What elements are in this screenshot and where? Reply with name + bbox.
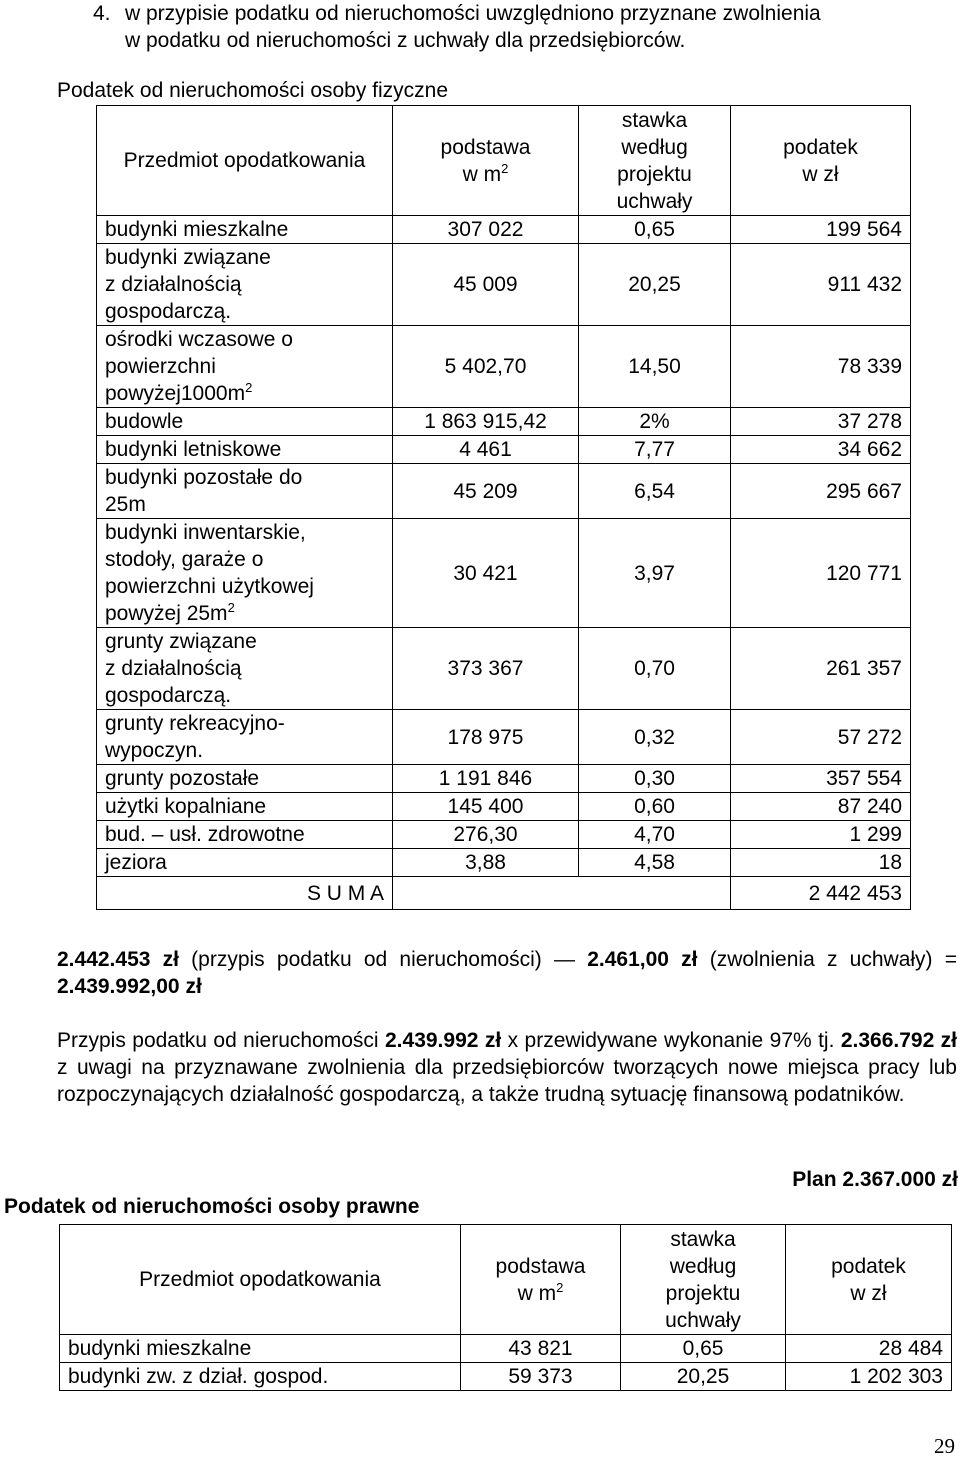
table-row	[97, 464, 911, 519]
table-cell: budynki letniskowe	[97, 436, 393, 464]
table-cell: jeziora	[97, 849, 393, 877]
table-cell: 0,60	[579, 793, 731, 821]
table-cell: 78 339	[731, 326, 911, 408]
table-cell: 0,70	[579, 628, 731, 710]
list-text-line: w podatku od nieruchomości z uchwały dla przedsiębiorców.	[125, 29, 686, 52]
table-cell: 4 461	[393, 436, 579, 464]
table-cell: użytki kopalniane	[97, 793, 393, 821]
table-cell: 4,70	[579, 821, 731, 849]
table-row	[97, 244, 911, 326]
sum-empty	[393, 877, 731, 910]
table-row	[97, 710, 911, 765]
table-cell: 6,54	[579, 464, 731, 519]
table-cell: 7,77	[579, 436, 731, 464]
page-number: 29	[934, 1434, 955, 1458]
paragraph-forecast: Przypis podatku od nieruchomości 2.439.992 zł x przewidywane wykonanie 97% tj. 2.366.792 zł z uwagi na przyznawane zwolnienia dla przedsiębiorców tworzących nowe miejsca pracy lub rozpoczynających działalność gospodarczą, a także trudną sytuację finansową podatników.	[57, 1029, 958, 1106]
table-cell: 45 209	[393, 464, 579, 519]
table-cell: 307 022	[393, 216, 579, 244]
header-base: podstawa w $m^2$	[393, 106, 579, 216]
table-cell: 1 202 303	[786, 1363, 952, 1391]
table-cell: 43 821	[461, 1335, 621, 1363]
sum-label: S U M A	[97, 877, 393, 910]
table-cell: 18	[731, 849, 911, 877]
table-cell: 911 432	[731, 244, 911, 326]
table-cell: 37 278	[731, 408, 911, 436]
table-header-row	[97, 106, 911, 216]
table-cell: 1 299	[731, 821, 911, 849]
table-cell: 145 400	[393, 793, 579, 821]
tax-table-legal-persons	[59, 1224, 952, 1391]
table-row	[97, 628, 911, 710]
table-cell: 87 240	[731, 793, 911, 821]
paragraph-calculation: 2.442.453 zł (przypis podatku od nieruchomości) — 2.461,00 zł (zwolnienia z uchwały) = 2.439.992,00 zł	[57, 948, 958, 998]
section-title-natural-persons: Podatek od nieruchomości osoby fizyczne	[57, 79, 449, 102]
table-sum-row	[97, 877, 911, 910]
table-cell: budowle	[97, 408, 393, 436]
table-cell: budynki mieszkalne	[60, 1335, 461, 1363]
section-title-legal-persons: Podatek od nieruchomości osoby prawne	[4, 1195, 420, 1218]
table-cell: 2%	[579, 408, 731, 436]
table-cell: budynki pozostałe do 25m	[97, 464, 393, 519]
table-cell: budynki zw. z dział. gospod.	[60, 1363, 461, 1391]
header-rate: stawka według projektu uchwały	[579, 106, 731, 216]
header-tax: podatek w zł	[786, 1225, 952, 1335]
table-cell: budynki mieszkalne	[97, 216, 393, 244]
table-cell: 30 421	[393, 519, 579, 628]
table-cell: 373 367	[393, 628, 579, 710]
header-subject: Przedmiot opodatkowania	[97, 106, 393, 216]
tax-table-natural-persons	[96, 105, 911, 910]
table-cell: 261 357	[731, 628, 911, 710]
sum-value: 2 442 453	[731, 877, 911, 910]
plan-amount: Plan 2.367.000 zł	[792, 1168, 958, 1191]
table-cell: 28 484	[786, 1335, 952, 1363]
table-row	[97, 436, 911, 464]
table-cell: 120 771	[731, 519, 911, 628]
table-cell: 199 564	[731, 216, 911, 244]
table-cell: grunty pozostałe	[97, 765, 393, 793]
table-cell: 0,65	[579, 216, 731, 244]
table-cell: 3,88	[393, 849, 579, 877]
table-cell: 57 272	[731, 710, 911, 765]
table-row	[97, 216, 911, 244]
table-row	[60, 1335, 952, 1363]
table-cell: 20,25	[579, 244, 731, 326]
table-cell: 1 191 846	[393, 765, 579, 793]
list-text-line: w przypisie podatku od nieruchomości uwzględniono przyznane zwolnienia	[125, 2, 821, 25]
table-cell: 357 554	[731, 765, 911, 793]
table-cell: 1 863 915,42	[393, 408, 579, 436]
table-cell: bud. – usł. zdrowotne	[97, 821, 393, 849]
table-cell: 4,58	[579, 849, 731, 877]
table-cell: 276,30	[393, 821, 579, 849]
table-cell: 45 009	[393, 244, 579, 326]
header-tax: podatek w zł	[731, 106, 911, 216]
table-cell: 5 402,70	[393, 326, 579, 408]
table-row	[60, 1363, 952, 1391]
header-rate: stawka według projektu uchwały	[621, 1225, 786, 1335]
table-row	[97, 793, 911, 821]
table-cell: 0,30	[579, 765, 731, 793]
header-base: podstawa w $m^2$	[461, 1225, 621, 1335]
list-number: 4.	[93, 2, 111, 25]
table-cell: ośrodki wczasowe o powierzchni $powyżej1000m^2$	[97, 326, 393, 408]
table-row	[97, 519, 911, 628]
table-cell: budynki inwentarskie, stodoły, garaże o powierzchni użytkowej powyżej $25m^2$	[97, 519, 393, 628]
header-subject: Przedmiot opodatkowania	[60, 1225, 461, 1335]
table-cell: 178 975	[393, 710, 579, 765]
table-row	[97, 408, 911, 436]
table-header-row	[60, 1225, 952, 1335]
table-row	[97, 821, 911, 849]
table-cell: 20,25	[621, 1363, 786, 1391]
table-cell: 295 667	[731, 464, 911, 519]
table-cell: 14,50	[579, 326, 731, 408]
table-cell: budynki związane z działalnością gospodarczą.	[97, 244, 393, 326]
table-cell: 3,97	[579, 519, 731, 628]
table-cell: 0,65	[621, 1335, 786, 1363]
list-text	[125, 0, 958, 54]
table-cell: grunty związane z działalnością gospodarczą.	[97, 628, 393, 710]
table-cell: 59 373	[461, 1363, 621, 1391]
table-cell: grunty rekreacyjno- wypoczyn.	[97, 710, 393, 765]
table-row	[97, 326, 911, 408]
table-cell: 0,32	[579, 710, 731, 765]
table-cell: 34 662	[731, 436, 911, 464]
table-row	[97, 849, 911, 877]
table-row	[97, 765, 911, 793]
